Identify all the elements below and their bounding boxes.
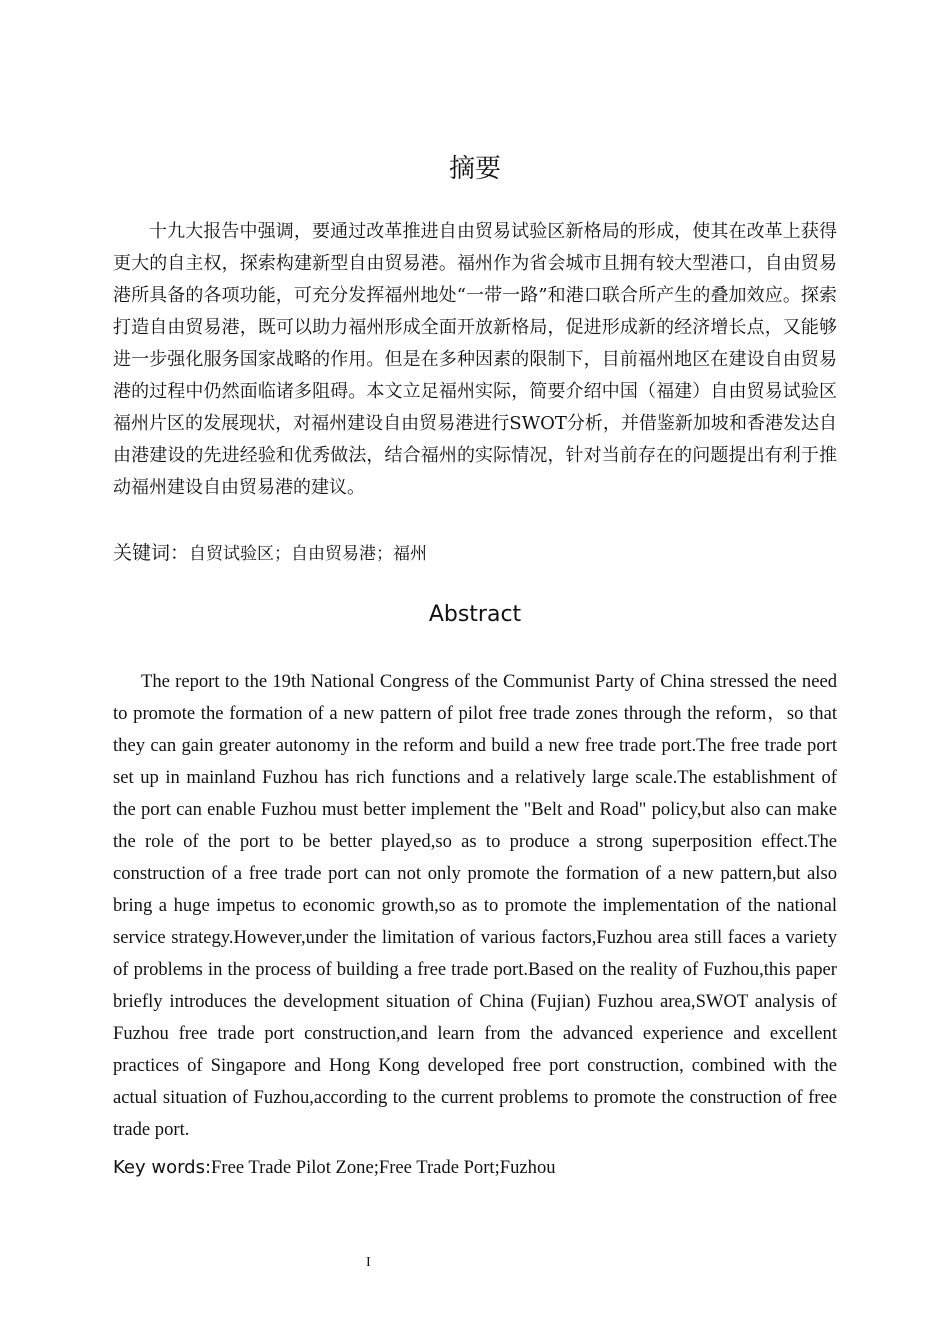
abstract-cn-title: 摘要 [448, 154, 501, 184]
keywords-en [113, 1157, 556, 1179]
keywords-cn-value: 自贸试验区；自由贸易港；福州 [189, 544, 428, 564]
abstract-cn-body: 十九大报告中强调，要通过改革推进自由贸易试验区新格局的形成，使其在改革上获得更大的自主权，探索构建新型自由贸易港。福州作为省会城市且拥有较大型港口，自由贸易港所具备的各项功能，可充分发挥福州地处“一带一路”和港口联合所产生的叠加效应。探索打造自由贸易港，既可以助力福州形成全面开放新格局，促进形成新的经济增长点，又能够进一步强化服务国家战略的作用。但是在多种因素的限制下，目前福州地区在建设自由贸易港的过程中仍然面临诸多阻碍。本文立足福州实际，简要介绍中国（福建）自由贸易试验区福州片区的发展现状，对福州建设自由贸易港进行SWOT分析，并借鉴新加坡和香港发达自由港建设的先进经验和优秀做法，结合福州的实际情况，针对当前存在的问题提出有利于推动福州建设自由贸易港的建议。 [113, 221, 837, 498]
keywords-en-value: Free Trade Pilot Zone;Free Trade Port;Fuzhou [211, 1157, 556, 1178]
abstract-en-title: Abstract [428, 602, 522, 627]
keywords-cn [113, 538, 427, 565]
page-number: I [366, 1255, 371, 1270]
keywords-en-label: Key words: [113, 1157, 212, 1178]
keywords-cn-label: 关键词： [113, 542, 190, 564]
abstract-en-body: The report to the 19th National Congress of the Communist Party of China stressed the need to promote the formation of a new pattern of pilot free trade zones through the reform，so that they can gain greater autonomy in the reform and build a new free trade port.The free trade port set up in mainland Fuzhou has rich functions and a relatively large scale.The establishment of the port can enable Fuzhou must better implement the "Belt and Road" policy,but also can make the role of the port to be better played,so as to produce a strong superposition effect.The construction of a free trade port can not only promote the formation of a new pattern,but also bring a huge impetus to economic growth,so as to promote the implementation of the national service strategy.However,under the limitation of various factors,Fuzhou area still faces a variety of problems in the process of building a free trade port.Based on the reality of Fuzhou,this paper briefly introduces the development situation of China (Fujian) Fuzhou area,SWOT analysis of Fuzhou free trade port construction,and learn from the advanced experience and excellent practices of Singapore and Hong Kong developed free port construction, combined with the actual situation of Fuzhou,according to the current problems to promote the construction of free trade port. [113, 671, 837, 1140]
